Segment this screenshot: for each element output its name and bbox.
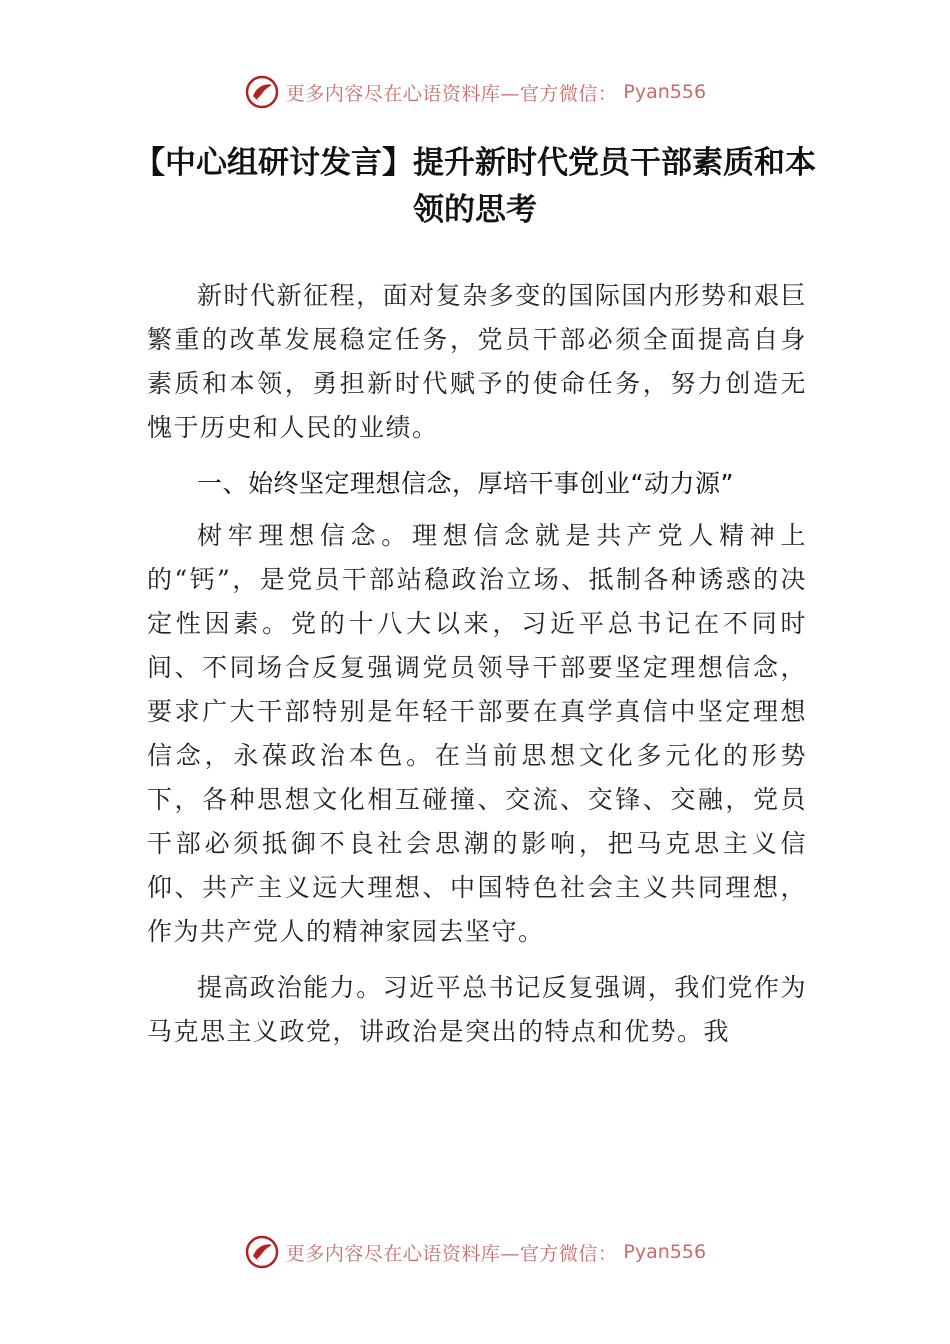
- document-body: [147, 274, 807, 1054]
- section-1-paragraph-2: 提高政治能力。习近平总书记反复强调，我们党作为马克思主义政党，讲政治是突出的特点和优势。我: [147, 973, 807, 1046]
- footer-banner: [0, 1232, 950, 1272]
- brand-logo-icon: [244, 74, 280, 110]
- footer-banner-handle: Pyan556: [623, 1241, 707, 1263]
- section-1-paragraph-1: 树牢理想信念。理想信念就是共产党人精神上的“钙”，是党员干部站稳政治立场、抵制各种诱惑的决定性因素。党的十八大以来，习近平总书记在不同时间、不同场合反复强调党员领导干部要坚定理想信念，要求广大干部特别是年轻干部要在真学真信中坚定理想信念，永葆政治本色。在当前思想文化多元化的形势下，各种思想文化相互碰撞、交流、交锋、交融，党员干部必须抵御不良社会思潮的影响，把马克思主义信仰、共产主义远大理想、中国特色社会主义共同理想，作为共产党人的精神家园去坚守。: [147, 521, 807, 946]
- header-banner-text: 更多内容尽在心语资料库—官方微信：: [285, 82, 618, 105]
- header-banner: [0, 72, 950, 112]
- document-title: 【中心组研讨发言】提升新时代党员干部素质和本领的思考: [134, 145, 816, 228]
- brand-logo-icon: [244, 1234, 280, 1270]
- intro-paragraph: 新时代新征程，面对复杂多变的国际国内形势和艰巨繁重的改革发展稳定任务，党员干部必须全面提高自身素质和本领，勇担新时代赋予的使命任务，努力创造无愧于历史和人民的业绩。: [147, 281, 807, 442]
- footer-banner-text: 更多内容尽在心语资料库—官方微信：: [285, 1242, 618, 1265]
- section-heading-1: 一、始终坚定理想信念，厚培干事创业“动力源”: [197, 469, 734, 498]
- header-banner-handle: Pyan556: [623, 81, 707, 103]
